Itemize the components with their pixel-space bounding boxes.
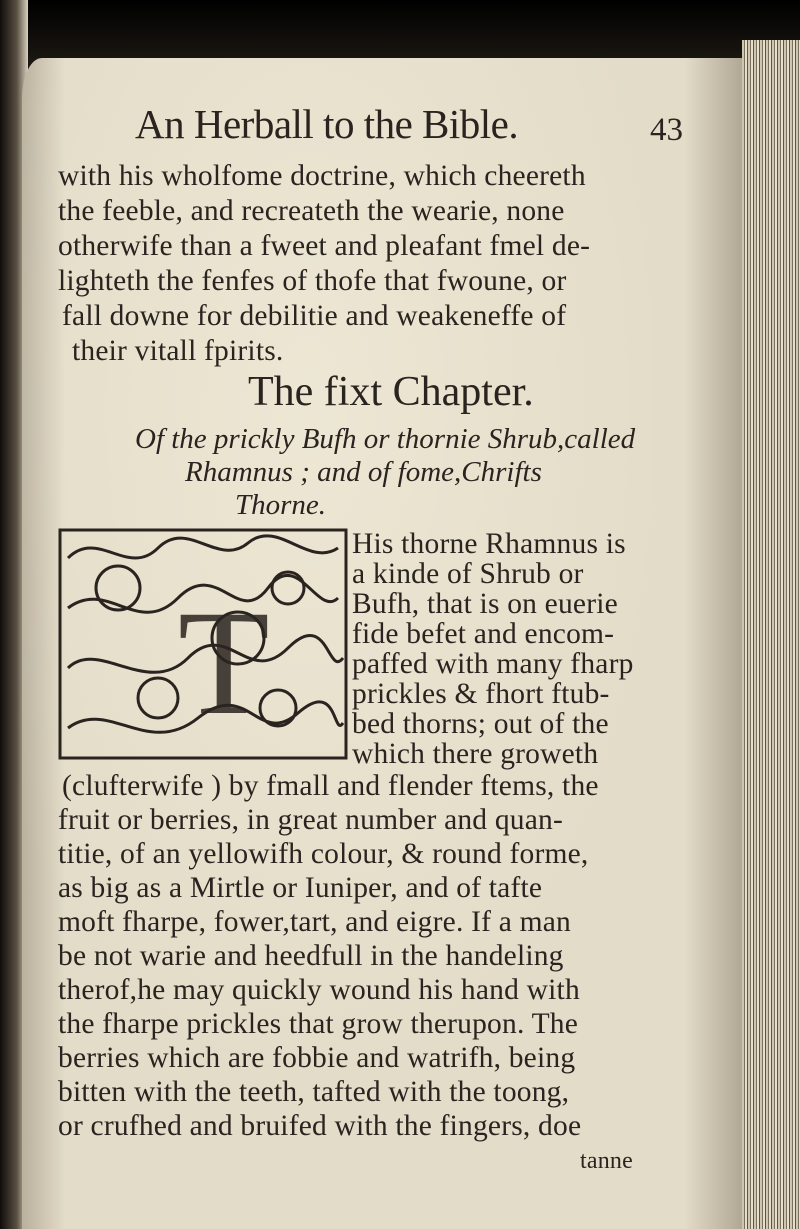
text-line: fide befet and encom- (352, 618, 615, 650)
text-line: a kinde of Shrub or (352, 558, 584, 590)
text-line: bed thorns; out of the (352, 708, 609, 740)
text-line: fruit or berries, in great number and quan- (58, 804, 564, 836)
text-line: otherwife than a fweet and pleafant fmel de- (58, 230, 591, 262)
chapter-subtitle-line: Rhamnus ; and of fome,Chrifts (185, 456, 542, 488)
text-line: lighteth the fenfes of thofe that fwoune, or (58, 265, 567, 297)
decorative-initial-woodcut (58, 528, 348, 760)
text-line: moft fharpe, fower,tart, and eigre. If a man (58, 906, 571, 938)
text-line: His thorne Rhamnus is (352, 528, 626, 560)
text-line: which there groweth (352, 738, 599, 770)
text-line: be not warie and heedfull in the handeling (58, 940, 564, 972)
chapter-subtitle-line: Thorne. (235, 489, 327, 521)
running-head: An Herball to the Bible. (135, 101, 519, 147)
text-line: paffed with many fharp (352, 648, 634, 680)
text-line: their vitall fpirits. (72, 335, 284, 367)
text-line: berries which are fobbie and watrifh, being (58, 1042, 576, 1074)
text-line: prickles & fhort ftub- (352, 678, 610, 710)
text-line: as big as a Mirtle or Iuniper, and of tafte (58, 872, 543, 904)
text-line: (clufterwife ) by fmall and flender ftems, the (62, 770, 599, 802)
catchword: tanne (580, 1148, 633, 1174)
text-line: with his wholfome doctrine, which cheereth (58, 160, 586, 192)
text-line: or crufhed and bruifed with the fingers, doe (58, 1110, 582, 1142)
text-line: the feeble, and recreateth the wearie, none (58, 195, 565, 227)
page-number: 43 (650, 112, 683, 148)
svg-text:T: T (178, 580, 270, 746)
photo-background-top (0, 0, 800, 62)
text-line: bitten with the teeth, tafted with the toong, (58, 1076, 570, 1108)
text-line: titie, of an yellowifh colour, & round forme, (58, 838, 589, 870)
chapter-subtitle-line: Of the prickly Bufh or thornie Shrub,called (135, 423, 636, 455)
page-fore-edge (742, 40, 800, 1229)
text-line: Bufh, that is on euerie (352, 588, 618, 620)
text-line: the fharpe prickles that grow therupon. The (58, 1008, 579, 1040)
text-line: fall downe for debilitie and weakeneffe of (62, 300, 567, 332)
chapter-title: The fixt Chapter. (248, 369, 534, 415)
text-line: therof,he may quickly wound his hand with (58, 974, 580, 1006)
